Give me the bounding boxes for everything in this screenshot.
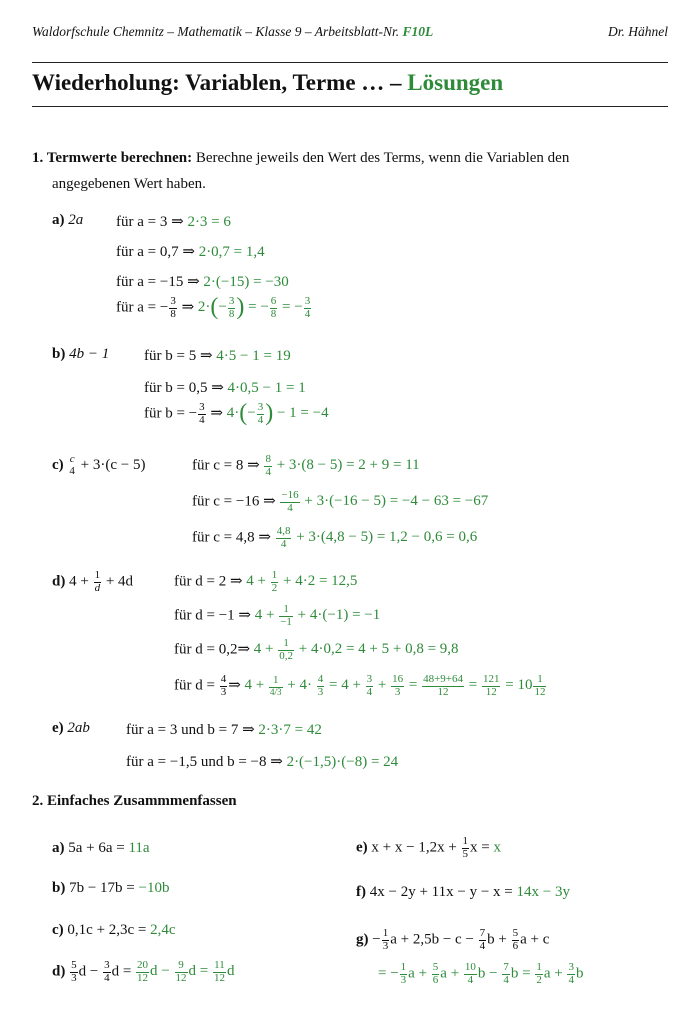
part: + 3·(4,8 − 5) = 1,2 − 0,6 = 0,6 <box>296 529 478 546</box>
den: 4 <box>199 413 205 426</box>
frac <box>264 454 272 478</box>
term: b <box>575 965 584 982</box>
part: + 4·2 = 12,5 <box>283 573 358 590</box>
arrow: ⇒ <box>228 677 241 694</box>
frac <box>567 962 575 986</box>
part: + 4· <box>287 677 312 694</box>
den: 5 <box>462 847 469 860</box>
num: 4,8 <box>276 525 291 537</box>
frac <box>270 296 278 320</box>
num: 1 <box>533 674 546 687</box>
paren: ( <box>210 294 219 321</box>
task2e <box>356 836 501 860</box>
task1c-label <box>52 454 145 477</box>
den: 3 <box>400 973 407 986</box>
term: 2a <box>68 212 84 228</box>
den: 0,2 <box>279 649 293 662</box>
frac <box>382 928 390 952</box>
part: d <box>226 963 235 980</box>
task1c-row3 <box>192 526 477 550</box>
result <box>226 400 329 427</box>
num: 11 <box>214 959 225 971</box>
num: 4 <box>220 673 227 685</box>
paren: ( <box>239 400 248 427</box>
page-header <box>32 24 668 40</box>
task2-heading: 2. Einfaches Zusammmenfassen <box>32 793 237 809</box>
frac <box>271 570 279 594</box>
num: 3 <box>568 961 574 973</box>
den: 6 <box>432 973 439 986</box>
title-suffix: Lösungen <box>407 70 504 95</box>
part: = <box>408 677 418 694</box>
num: 6 <box>270 295 277 307</box>
frac <box>276 526 292 550</box>
paren: ) <box>265 400 274 427</box>
label: b) <box>52 346 66 362</box>
frac <box>482 674 501 698</box>
header-rule-top <box>32 62 668 63</box>
frac <box>257 402 265 426</box>
term: x + x − 1,2x + <box>371 839 457 856</box>
task1c-row2 <box>192 490 488 514</box>
task1e-row2 <box>126 752 398 771</box>
frac <box>279 604 293 628</box>
den: 8 <box>170 307 176 320</box>
part: = 10 <box>505 677 533 694</box>
term: d = <box>111 963 132 980</box>
num: 1 <box>94 569 101 581</box>
cond: für c = −16 ⇒ <box>192 493 276 510</box>
frac <box>220 674 228 698</box>
arrow: ⇒ <box>210 405 223 422</box>
num: 3 <box>257 401 264 413</box>
task2c <box>52 922 176 939</box>
part: d = <box>188 963 209 980</box>
den: 4 <box>304 307 311 320</box>
num: 7 <box>503 961 509 973</box>
task1b-row1 <box>144 346 291 365</box>
result <box>244 673 548 698</box>
result: 2·0,7 = 1,4 <box>198 244 265 260</box>
cond: für d = <box>174 677 215 694</box>
cond: für c = 8 ⇒ <box>192 457 260 474</box>
frac <box>304 296 312 320</box>
den: 3 <box>317 685 324 698</box>
minus: − <box>372 931 381 948</box>
cond: für a = 3 und b = 7 ⇒ <box>126 722 255 738</box>
term: 5a + 6a = <box>68 840 125 856</box>
term: + 4d <box>105 573 134 590</box>
part: = − <box>244 299 269 316</box>
num: 3 <box>104 959 110 971</box>
task2g-line2 <box>378 962 583 986</box>
header-rule-bottom <box>32 106 668 107</box>
part: 2· <box>197 299 211 316</box>
task1a-label <box>52 212 83 229</box>
task1a-row4 <box>116 296 312 320</box>
den: 4 <box>280 537 287 550</box>
den: 4 <box>257 413 264 426</box>
term: 4b − 1 <box>69 346 110 362</box>
label: e) <box>52 720 64 736</box>
den: 3 <box>220 685 227 698</box>
den: 12 <box>175 971 187 984</box>
num: 1 <box>279 604 293 617</box>
frac <box>422 674 464 698</box>
result: 4·0,5 − 1 = 1 <box>227 380 306 396</box>
header-left: Waldorfschule Chemnitz – Mathematik – Klasse 9 – Arbeitsblatt-Nr. <box>32 24 400 39</box>
frac <box>169 296 177 320</box>
label: d) <box>52 963 66 980</box>
num: 3 <box>199 401 205 413</box>
frac <box>198 402 206 426</box>
cond: für b = 0,5 ⇒ <box>144 380 224 396</box>
den: 2 <box>271 581 278 594</box>
cond: für d = 2 ⇒ <box>174 573 243 590</box>
num: 4 <box>317 673 324 685</box>
cond: für a = 3 ⇒ <box>116 214 184 230</box>
num: 1 <box>382 927 389 939</box>
num: 1 <box>400 961 407 973</box>
num: 5 <box>71 959 77 971</box>
num: 121 <box>482 673 500 685</box>
part: 4 + <box>246 573 266 590</box>
part: = <box>468 677 478 694</box>
frac <box>280 490 299 514</box>
part: + 3·(8 − 5) = 2 + 9 = 11 <box>276 457 420 474</box>
result <box>275 525 478 550</box>
task2a <box>52 840 150 857</box>
den: 12 <box>213 971 225 984</box>
task2b <box>52 880 169 897</box>
sheet-code: F10L <box>402 24 434 39</box>
frac <box>278 638 294 662</box>
den: 4 <box>366 685 373 698</box>
part: + <box>377 677 387 694</box>
task1-heading: 1. Termwerte berechnen: <box>32 150 193 166</box>
part: 4 + <box>254 607 275 624</box>
num: 5 <box>512 927 519 939</box>
den: 4 <box>265 465 271 478</box>
num: 5 <box>432 961 439 973</box>
task2g-line1 <box>356 928 549 952</box>
result: 14x − 3y <box>516 884 570 900</box>
num: 3 <box>366 673 373 685</box>
num: 3 <box>170 295 176 307</box>
den: 6 <box>512 939 519 952</box>
term: d − <box>78 963 99 980</box>
label: d) <box>52 573 66 590</box>
frac <box>464 962 477 986</box>
frac <box>533 674 546 698</box>
term: a + <box>543 965 563 982</box>
num: 9 <box>175 960 188 973</box>
num: −16 <box>281 489 299 501</box>
frac <box>175 960 188 984</box>
task1-intro <box>32 150 569 167</box>
task1c-row1 <box>192 454 420 478</box>
frac <box>432 962 440 986</box>
result <box>253 637 459 662</box>
term: 4 + <box>69 573 89 590</box>
den: −1 <box>280 615 292 628</box>
label: b) <box>52 880 66 896</box>
result: 2·(−1,5)·(−8) = 24 <box>286 754 399 770</box>
num: 20 <box>137 959 149 971</box>
term: b + <box>487 931 507 948</box>
term: 7b − 17b = <box>69 880 135 896</box>
num: 48+9+64 <box>423 673 464 685</box>
frac <box>70 960 78 984</box>
cond: für d = 0,2⇒ <box>174 641 251 658</box>
num: 1 <box>278 638 294 651</box>
num: c <box>69 453 75 465</box>
label: e) <box>356 839 368 856</box>
num: 10 <box>464 961 476 973</box>
num: 7 <box>479 927 486 939</box>
frac <box>366 674 374 698</box>
task1a-row3 <box>116 272 289 291</box>
cond: für a = 0,7 ⇒ <box>116 244 195 260</box>
result <box>135 959 235 984</box>
den: 12 <box>137 971 149 984</box>
den: 12 <box>534 685 546 698</box>
cond: für a = −15 ⇒ <box>116 274 200 290</box>
result: 4·5 − 1 = 19 <box>216 348 291 364</box>
result <box>246 569 358 594</box>
label: g) <box>356 931 369 948</box>
den: 3 <box>394 685 401 698</box>
cond: für d = −1 ⇒ <box>174 607 251 624</box>
num: 8 <box>265 453 271 465</box>
task1-text2: angegebenen Wert haben. <box>52 176 206 192</box>
frac <box>228 296 236 320</box>
part: 4 + <box>244 677 265 694</box>
frac <box>391 674 404 698</box>
label: c) <box>52 922 64 938</box>
result <box>279 489 489 514</box>
frac <box>317 674 325 698</box>
cond: für a = −1,5 und b = −8 ⇒ <box>126 754 283 770</box>
part: 4 + <box>253 641 274 658</box>
den: d <box>94 581 101 594</box>
den: 4/3 <box>270 686 282 697</box>
den: 12 <box>437 685 449 698</box>
task1e-row1 <box>126 720 322 739</box>
part: = − <box>278 299 303 316</box>
result: 2·3 = 6 <box>187 214 231 230</box>
den: 8 <box>270 307 277 320</box>
task1-text1: Berechne jeweils den Wert des Terms, wenn die Variablen den <box>195 150 570 166</box>
label: a) <box>52 840 65 856</box>
task1b-label <box>52 346 109 363</box>
den: 8 <box>228 307 235 320</box>
frac <box>68 454 76 477</box>
term: 4x − 2y + 11x − y − x = <box>369 884 513 900</box>
result: 2,4c <box>150 922 176 938</box>
task2d <box>52 960 234 984</box>
title-main: Wiederholung: Variablen, Terme … – <box>32 70 402 95</box>
task1a-row2 <box>116 242 265 261</box>
cond: für a = − <box>116 299 169 316</box>
den: 4 <box>503 973 509 986</box>
den: 12 <box>485 685 497 698</box>
minus: − <box>247 405 256 422</box>
task1b-row2 <box>144 378 306 397</box>
term: x = <box>470 839 490 856</box>
eq: = − <box>378 965 399 982</box>
frac <box>213 960 226 984</box>
den: 4 <box>69 464 75 477</box>
den: 4 <box>568 973 574 986</box>
frac <box>269 675 283 697</box>
task1d-row3 <box>174 638 459 662</box>
num: 3 <box>304 295 311 307</box>
label: f) <box>356 884 366 900</box>
term: a + c <box>520 931 550 948</box>
task2f <box>356 884 570 901</box>
result: −10b <box>138 880 170 896</box>
num: 1 <box>462 835 469 847</box>
den: 4 <box>467 973 474 986</box>
frac <box>462 836 470 860</box>
minus: − <box>218 299 227 316</box>
frac <box>479 928 487 952</box>
num: 3 <box>228 295 235 307</box>
num: 1 <box>536 961 542 973</box>
term: b = <box>510 965 531 982</box>
term: 0,1c + 2,3c = <box>67 922 147 938</box>
num: 1 <box>269 675 283 688</box>
task1d-row2 <box>174 604 380 628</box>
result: 2·3·7 = 42 <box>258 722 322 738</box>
page-title <box>32 70 503 96</box>
task1b-row3 <box>144 402 329 426</box>
part: + 4·(−1) = −1 <box>297 607 381 624</box>
task1d-row4 <box>174 674 547 698</box>
part: 4· <box>226 405 240 422</box>
frac <box>136 960 149 984</box>
part: d − <box>150 963 170 980</box>
term: + 3·(c − 5) <box>80 456 146 473</box>
part: + 4·0,2 = 4 + 5 + 0,8 = 9,8 <box>298 641 459 658</box>
den: 4 <box>287 501 293 514</box>
term: 2ab <box>67 720 90 736</box>
term: a + <box>408 965 428 982</box>
den: 4 <box>479 939 486 952</box>
result <box>263 453 420 478</box>
num: 1 <box>271 569 278 581</box>
cond: für b = 5 ⇒ <box>144 348 213 364</box>
result: 2·(−15) = −30 <box>203 274 289 290</box>
result: x <box>493 839 502 856</box>
task1d-label <box>52 570 133 594</box>
den: 2 <box>536 973 542 986</box>
task1a-row1 <box>116 212 231 231</box>
arrow: ⇒ <box>181 299 195 316</box>
term: a + <box>440 965 460 982</box>
term: b − <box>477 965 498 982</box>
label: c) <box>52 456 64 473</box>
paren: ) <box>236 294 245 321</box>
frac <box>502 962 510 986</box>
cond: für c = 4,8 ⇒ <box>192 529 271 546</box>
frac <box>94 570 102 594</box>
frac <box>512 928 520 952</box>
task1d-row1 <box>174 570 357 594</box>
cond: für b = − <box>144 405 198 422</box>
result <box>197 294 312 321</box>
term: a + 2,5b − c − <box>390 931 474 948</box>
part: − 1 = −4 <box>273 405 329 422</box>
den: 3 <box>382 939 389 952</box>
frac <box>400 962 408 986</box>
frac <box>103 960 111 984</box>
part: = 4 + <box>328 677 361 694</box>
result <box>254 603 381 628</box>
frac <box>535 962 543 986</box>
den: 3 <box>71 971 77 984</box>
task1e-label <box>52 720 90 737</box>
den: 4 <box>104 971 110 984</box>
num: 16 <box>392 673 404 685</box>
label: a) <box>52 212 65 228</box>
header-author: Dr. Hähnel <box>608 24 668 39</box>
result: 11a <box>128 840 150 856</box>
part: + 3·(−16 − 5) = −4 − 63 = −67 <box>304 493 489 510</box>
